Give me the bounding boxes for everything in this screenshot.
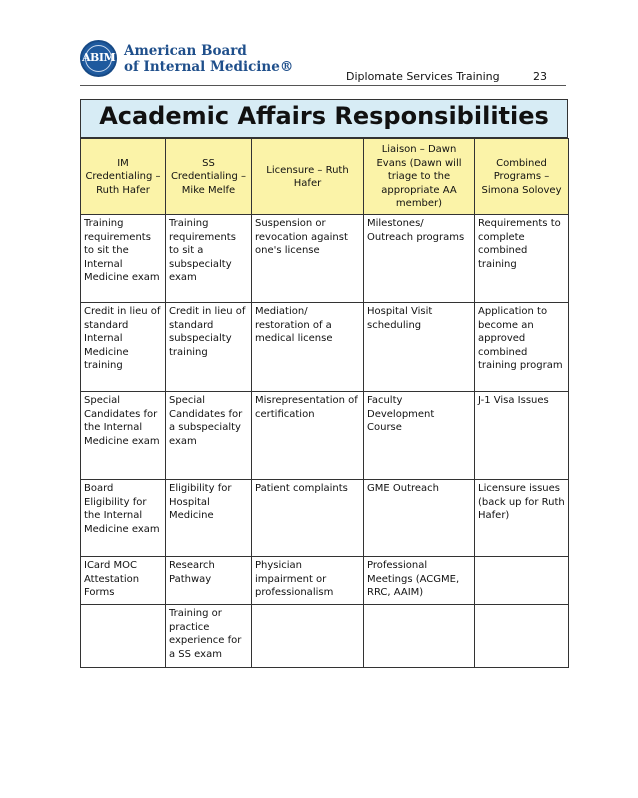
table-cell: Mediation/ restoration of a medical license xyxy=(252,303,364,392)
column-header-ss-credentialing: SS Credentialing – Mike Melfe xyxy=(166,139,252,215)
table-cell: Professional Meetings (ACGME, RRC, AAIM) xyxy=(364,557,475,605)
column-header-combined-programs: Combined Programs – Simona Solovey xyxy=(475,139,569,215)
table-cell: Patient complaints xyxy=(252,480,364,557)
table-row xyxy=(81,605,569,668)
table-cell xyxy=(475,605,569,668)
table-cell: Training requirements to sit the Internal Medicine exam xyxy=(81,215,166,303)
table-cell: Licensure issues (back up for Ruth Hafer) xyxy=(475,480,569,557)
table-cell: Requirements to complete combined training xyxy=(475,215,569,303)
logo-monogram: ABIM xyxy=(82,51,116,64)
table-cell: Suspension or revocation against one's license xyxy=(252,215,364,303)
table-cell: Application to become an approved combined training program xyxy=(475,303,569,392)
page-title: Academic Affairs Responsibilities xyxy=(99,102,549,130)
logo-wordmark xyxy=(124,43,293,75)
table-cell: Special Candidates for the Internal Medicine exam xyxy=(81,392,166,480)
table-cell: GME Outreach xyxy=(364,480,475,557)
table-cell: J-1 Visa Issues xyxy=(475,392,569,480)
column-header-liaison: Liaison – Dawn Evans (Dawn will triage to the appropriate AA member) xyxy=(364,139,475,215)
table-cell: ICard MOC Attestation Forms xyxy=(81,557,166,605)
table-cell: Research Pathway xyxy=(166,557,252,605)
table-cell: Faculty Development Course xyxy=(364,392,475,480)
table-cell xyxy=(252,605,364,668)
table-cell: Milestones/ Outreach programs xyxy=(364,215,475,303)
table-cell: Training requirements to sit a subspecialty exam xyxy=(166,215,252,303)
abim-seal-icon xyxy=(80,40,117,77)
table-row xyxy=(81,392,569,480)
table-title-bar xyxy=(80,99,568,138)
table-cell: Credit in lieu of standard subspecialty training xyxy=(166,303,252,392)
table-row xyxy=(81,215,569,303)
table-cell: Physician impairment or professionalism xyxy=(252,557,364,605)
table-cell: Misrepresentation of certification xyxy=(252,392,364,480)
table-cell xyxy=(81,605,166,668)
table-row xyxy=(81,303,569,392)
table-cell xyxy=(475,557,569,605)
table-cell: Training or practice experience for a SS exam xyxy=(166,605,252,668)
section-title: Diplomate Services Training xyxy=(346,70,500,83)
table-cell: Board Eligibility for the Internal Medicine exam xyxy=(81,480,166,557)
table-row xyxy=(81,480,569,557)
table-header-row xyxy=(81,139,569,215)
column-header-licensure: Licensure – Ruth Hafer xyxy=(252,139,364,215)
logo-line-1: American Board xyxy=(124,42,247,59)
logo-line-2: of Internal Medicine® xyxy=(124,58,294,75)
responsibilities-table xyxy=(80,138,569,668)
table-cell: Credit in lieu of standard Internal Medicine training xyxy=(81,303,166,392)
table-cell: Eligibility for Hospital Medicine xyxy=(166,480,252,557)
page-number: 23 xyxy=(533,70,547,83)
table-cell: Hospital Visit scheduling xyxy=(364,303,475,392)
table-cell: Special Candidates for a subspecialty exam xyxy=(166,392,252,480)
abim-logo xyxy=(80,40,293,77)
table-cell xyxy=(364,605,475,668)
table-row xyxy=(81,557,569,605)
header-divider xyxy=(80,85,566,86)
column-header-im-credentialing: IM Credentialing – Ruth Hafer xyxy=(81,139,166,215)
